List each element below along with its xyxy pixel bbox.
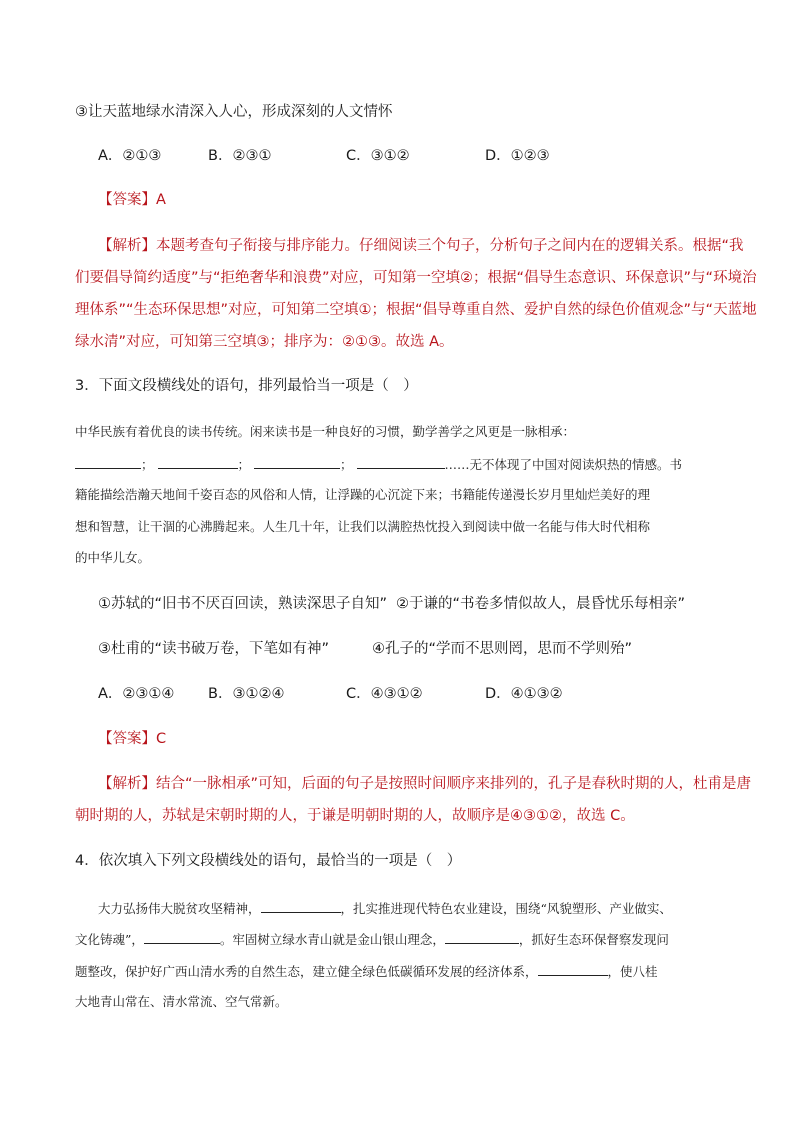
passage-line-blanks: 题整改，保护好广西山清水秀的自然生态，建立健全绿色低碳循环发展的经济体系， ，使八桂 — [75, 961, 725, 981]
answer-tag: 【答案】 — [98, 731, 156, 747]
passage-line: 籍能描绘浩瀚天地间千姿百态的风俗和人情，让浮躁的心沉淀下来；书籍能传递漫长岁月里灿烂美好的理 — [75, 487, 651, 502]
answer-blank[interactable] — [538, 961, 608, 976]
answer-blank[interactable] — [357, 454, 445, 469]
answer-blank[interactable] — [158, 454, 238, 469]
analysis-line: 朝时期的人，苏轼是宋朝时期的人，于谦是明朝时期的人，故顺序是④③①②，故选 C。 — [75, 808, 635, 824]
analysis-tag: 【解析】 — [98, 238, 156, 254]
answer-value: C — [156, 731, 167, 747]
q2-item-3: ③让天蓝地绿水清深入人心，形成深刻的人文情怀 — [75, 104, 393, 120]
q3-item-1: ①苏轼的“旧书不厌百回读，熟读深思子自知” — [98, 596, 388, 612]
passage-line: 大地青山常在、清水常流、空气常新。 — [75, 994, 288, 1009]
q3-option-a: A．②③①④ — [98, 686, 175, 702]
answer-blank[interactable] — [261, 898, 341, 913]
answer-value: A — [156, 192, 166, 208]
q3-item-3: ③杜甫的“读书破万卷，下笔如有神” — [98, 641, 330, 657]
q3-stem: 3．下面文段横线处的语句，排列最恰当一项是（ ） — [75, 378, 418, 394]
q2-option-a: A．②①③ — [98, 148, 162, 164]
q2-option-d: D．①②③ — [485, 148, 550, 164]
q3-answer — [98, 729, 748, 749]
q4-stem: 4．依次填入下列文段横线处的语句，最恰当的一项是（ ） — [75, 853, 462, 869]
passage-line-blanks: 文化铸魂”， 。牢固树立绿水青山就是金山银山理念， ，抓好生态环保督察发现问 — [75, 929, 725, 949]
analysis-line: 理体系”“生态环保思想”对应，可知第二空填①；根据“倡导尊重自然、爱护自然的绿色价值观念”与“天蓝地 — [75, 302, 757, 318]
analysis-line: 结合“一脉相承”可知，后面的句子是按照时间顺序来排列的，孔子是春秋时期的人，杜甫是唐 — [156, 776, 752, 792]
q3-option-d: D．④①③② — [485, 686, 563, 702]
q3-option-b: B．③①②④ — [208, 686, 285, 702]
answer-tag: 【答案】 — [98, 192, 156, 208]
q2-option-c: C．③①② — [346, 148, 410, 164]
q3-item-2: ②于谦的“书卷多情似故人，晨昏忧乐每相亲” — [396, 596, 686, 612]
answer-blank[interactable] — [254, 454, 340, 469]
q2-answer — [98, 190, 748, 210]
answer-blank[interactable] — [144, 929, 220, 944]
analysis-tag: 【解析】 — [98, 776, 156, 792]
passage-line: 的中华儿女。 — [75, 550, 151, 565]
q3-option-c: C．④③①② — [346, 686, 423, 702]
analysis-line: 绿水清”对应，可知第三空填③；排序为：②①③。故选 A。 — [75, 334, 454, 350]
answer-blank[interactable] — [445, 929, 519, 944]
passage-line: 想和智慧，让干涸的心沸腾起来。人生几十年，让我们以满腔热忱投入到阅读中做一名能与伟大时代相称 — [75, 519, 651, 534]
analysis-line: 们要倡导简约适度”与“拒绝奢华和浪费”对应，可知第一空填②；根据“倡导生态意识、环保意识”与“环境治 — [75, 270, 757, 286]
answer-blank[interactable] — [75, 454, 141, 469]
passage-line-blanks: 大力弘扬伟大脱贫攻坚精神， ，扎实推进现代特色农业建设，围绕“风貌塑形、产业做实、 — [98, 898, 748, 918]
passage-line-blanks: ； ； ； ……无不体现了中国对阅读炽热的情感。书 — [75, 454, 725, 474]
analysis-line: 本题考查句子衔接与排序能力。仔细阅读三个句子，分析句子之间内在的逻辑关系。根据“我 — [156, 238, 744, 254]
passage-line: 中华民族有着优良的读书传统。闲来读书是一种良好的习惯，勤学善学之风更是一脉相承： — [75, 424, 576, 439]
q3-item-4: ④孔子的“学而不思则罔，思而不学则殆” — [372, 641, 633, 657]
q2-option-b: B．②③① — [208, 148, 272, 164]
